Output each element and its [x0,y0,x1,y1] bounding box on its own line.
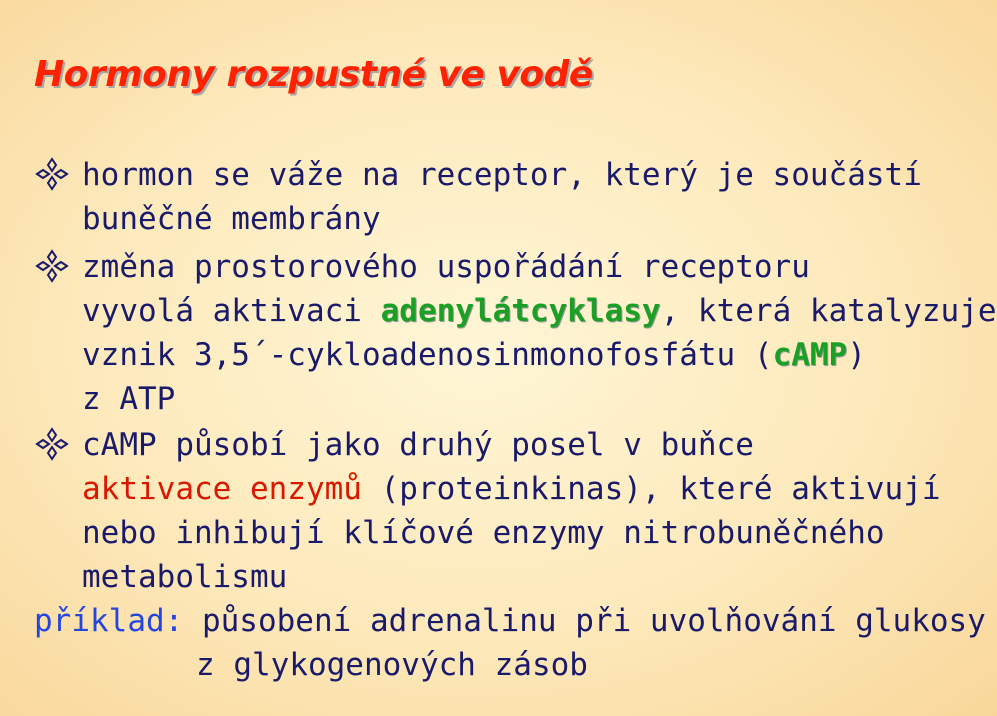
diamond-bullet-icon [34,426,70,462]
bullet2-line4: z ATP [82,381,176,417]
camp-term: cAMP [772,337,848,373]
bullet1-line1: hormon se váže na receptor, který je součástí [82,157,922,193]
aktivace-enzymu-term: aktivace enzymů [82,471,362,507]
bullet2-line3 [82,337,866,373]
bullet1-line2: buněčné membrány [82,201,381,237]
example-line2: z glykogenových zásob [196,647,588,683]
diamond-bullet-icon [34,248,70,284]
slide-title: Hormony rozpustné ve vodě [34,54,593,95]
bullet3-line2-end: (proteinkinas), které aktivují [361,471,941,507]
bullet3-line1: cAMP působí jako druhý posel v buňce [82,427,754,463]
bullet3-line3: nebo inhibují klíčové enzymy nitrobuněčného [82,515,885,551]
example-label: příklad: [34,603,184,639]
bullet2-line2-end: , která katalyzuje [660,293,997,329]
bullet2-line3-start: vznik 3,5´-cykloadenosinmonofosfátu ( [82,337,773,373]
bullet2-line2 [82,293,997,329]
diamond-bullet-icon [34,156,70,192]
adenylatcyklasa-term: adenylátcyklasy [380,293,661,329]
example-line1 [34,603,986,639]
bullet3-line2 [82,471,941,507]
example-text: působení adrenalinu při uvolňování glukosy [183,603,986,639]
bullet2-line1: změna prostorového uspořádání receptoru [82,249,810,285]
bullet2-line3-end: ) [847,337,866,373]
bullet2-line2-start: vyvolá aktivaci [82,293,381,329]
bullet3-line4: metabolismu [82,559,288,595]
